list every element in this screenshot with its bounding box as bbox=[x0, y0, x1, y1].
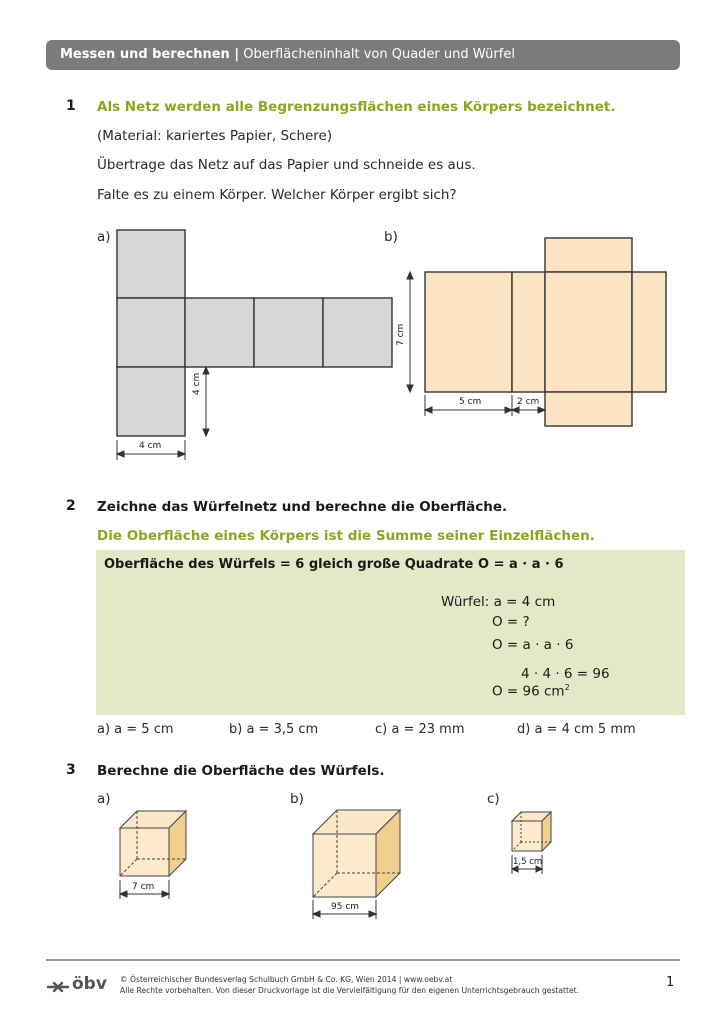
calc-result-exponent: 2 bbox=[564, 683, 570, 692]
net-b-face bbox=[425, 272, 512, 392]
footer-copyright: © Österreichischer Bundesverlag Schulbuch GmbH & Co. KG, Wien 2014 | www.oebv.at bbox=[120, 975, 453, 984]
task1-material: (Material: kariertes Papier, Schere) bbox=[97, 128, 333, 144]
calc-result-value: O = 96 cm bbox=[492, 683, 565, 700]
obv-logo-text: öbv bbox=[72, 974, 107, 994]
footer-rule bbox=[46, 959, 680, 961]
answer-a: a) a = 5 cm bbox=[97, 722, 174, 737]
dim-cube-b-label: 95 cm bbox=[331, 902, 360, 912]
obv-logo-mark bbox=[48, 983, 68, 991]
net-a-face bbox=[117, 298, 185, 367]
task2-number: 2 bbox=[66, 498, 76, 514]
dim-cube-c-label: 1,5 cm bbox=[513, 857, 543, 867]
task1-label-a: a) bbox=[97, 229, 111, 245]
calc-result bbox=[492, 683, 570, 700]
dim-b-height-label: 7 cm bbox=[396, 323, 406, 346]
cube-a bbox=[120, 811, 186, 876]
task2-subtitle: Die Oberfläche eines Körpers ist die Summe seiner Einzelflächen. bbox=[97, 528, 595, 544]
task3-title: Berechne die Oberfläche des Würfels. bbox=[97, 763, 385, 779]
answer-d: d) a = 4 cm 5 mm bbox=[517, 722, 636, 737]
footer-rights: Alle Rechte vorbehalten. Von dieser Druckvorlage ist die Vervielfältigung für den eigenen Unterrichtsgebrauch gestattet. bbox=[120, 986, 580, 995]
answer-b: b) a = 3,5 cm bbox=[229, 722, 319, 737]
net-a-face bbox=[323, 298, 392, 367]
net-a bbox=[117, 230, 392, 436]
task1-title: Als Netz werden alle Begrenzungsflächen eines Körpers bezeichnet. bbox=[97, 99, 616, 115]
answer-c: c) a = 23 mm bbox=[375, 722, 465, 737]
calc-formula: O = a · a · 6 bbox=[492, 637, 574, 653]
net-a-face bbox=[117, 230, 185, 298]
dim-cube-a-label: 7 cm bbox=[132, 882, 155, 892]
calc-question: O = ? bbox=[492, 614, 530, 630]
task3-number: 3 bbox=[66, 762, 76, 778]
net-b-face bbox=[632, 272, 666, 392]
net-a-face bbox=[117, 367, 185, 436]
dim-a-side-label: 4 cm bbox=[192, 372, 202, 395]
calc-given: Würfel: a = 4 cm bbox=[441, 594, 556, 610]
dim-b-length-label: 5 cm bbox=[459, 397, 482, 407]
dim-b-width-label: 2 cm bbox=[517, 397, 540, 407]
cube-c bbox=[512, 812, 551, 851]
task1-instruction: Übertrage das Netz auf das Papier und schneide es aus. bbox=[97, 157, 476, 173]
task1-question: Falte es zu einem Körper. Welcher Körper ergibt sich? bbox=[97, 187, 457, 203]
header-topic: Messen und berechnen | bbox=[60, 47, 240, 62]
page-number: 1 bbox=[666, 975, 675, 990]
net-b-face bbox=[545, 272, 632, 392]
net-a-face bbox=[254, 298, 323, 367]
task1-number: 1 bbox=[66, 98, 76, 114]
task2-title: Zeichne das Würfelnetz und berechne die Oberfläche. bbox=[97, 499, 508, 515]
box-formula: O = a · a · 6 bbox=[478, 557, 564, 572]
box-heading: Oberfläche des Würfels = 6 gleich große Quadrate bbox=[104, 557, 474, 572]
header-subtopic: Oberflächeninhalt von Quader und Würfel bbox=[239, 47, 515, 62]
dim-a-bottom-label: 4 cm bbox=[139, 441, 162, 451]
net-b-face bbox=[545, 392, 632, 426]
formula-box bbox=[96, 550, 685, 715]
task3-label-c: c) bbox=[487, 791, 500, 807]
net-a-face bbox=[185, 298, 254, 367]
task1-label-b: b) bbox=[384, 229, 398, 245]
net-b-face bbox=[512, 272, 545, 392]
calc-compute: 4 · 4 · 6 = 96 bbox=[521, 666, 610, 682]
task3-label-b: b) bbox=[290, 791, 304, 807]
task3-label-a: a) bbox=[97, 791, 111, 807]
cube-b bbox=[313, 810, 400, 897]
net-b-face bbox=[545, 238, 632, 272]
